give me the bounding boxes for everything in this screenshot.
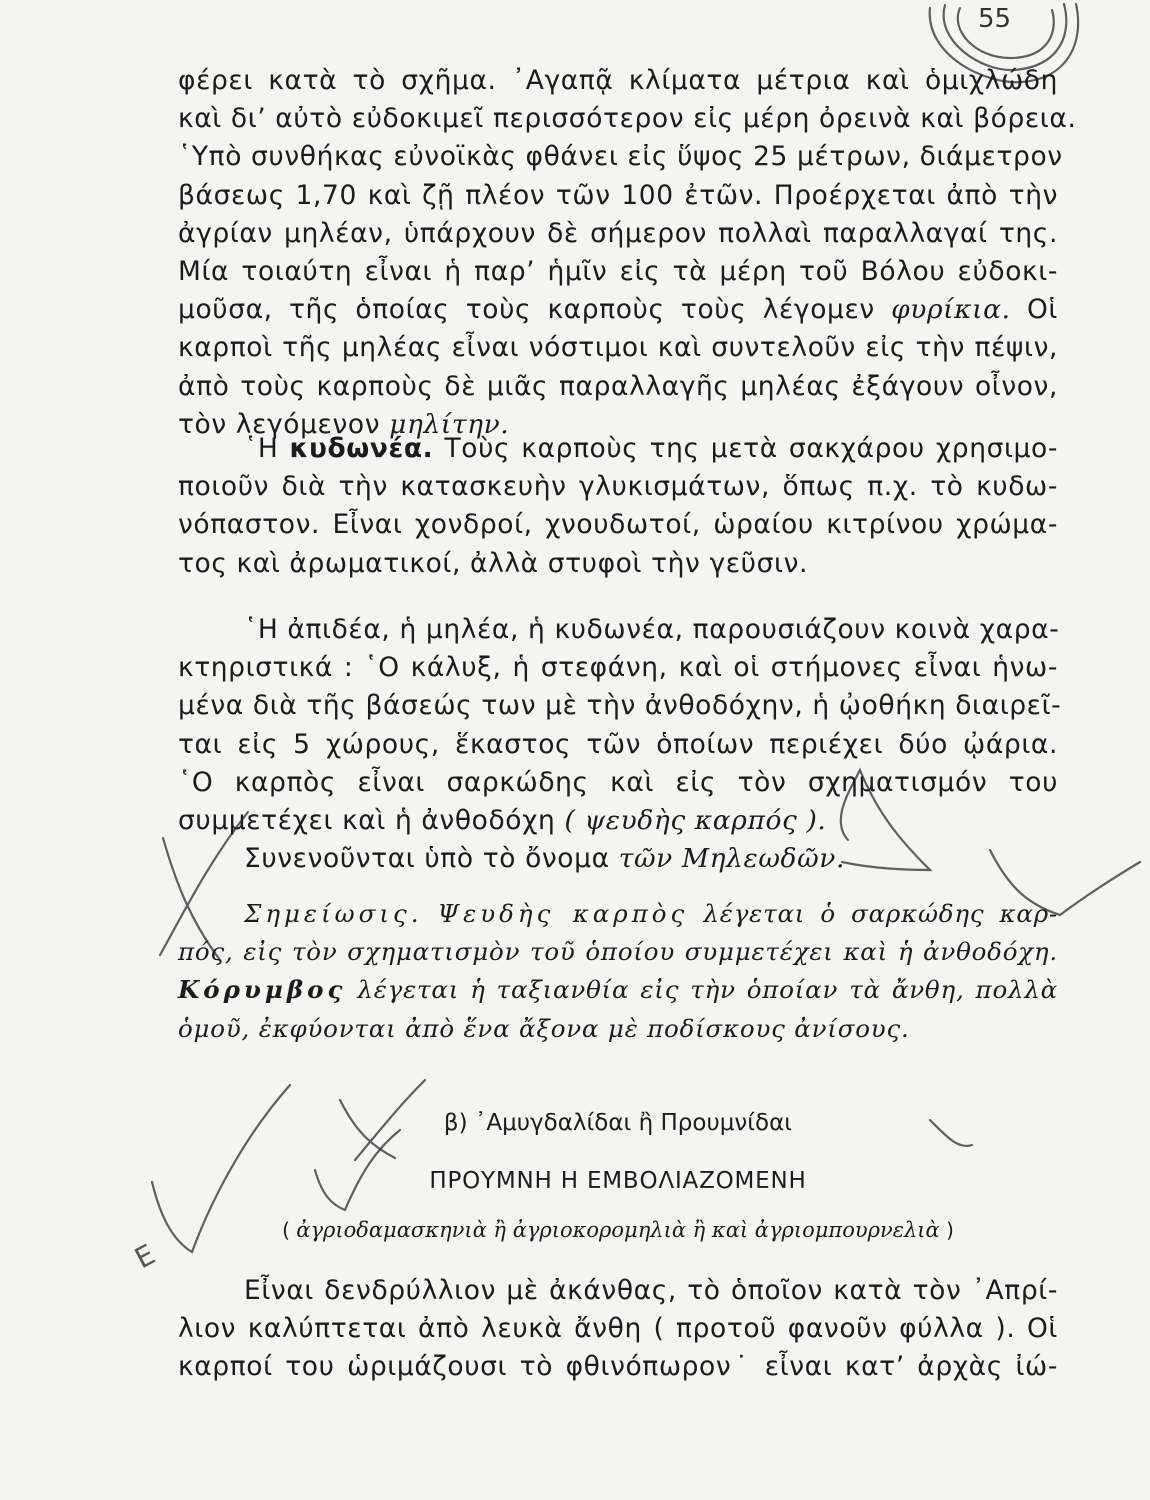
margin-mark: Ε — [129, 1237, 161, 1276]
section-common-names — [178, 1218, 1058, 1242]
note-block — [178, 895, 1058, 1048]
bold-term: κυδωνέα. — [289, 433, 434, 464]
text-line: ται εἰς 5 χώρους, ἕκαστος τῶν ὁποίων περιέχει δύο ᾠάρια. — [178, 728, 1058, 760]
spaced-term: Ψευδὴς καρπὸς — [437, 899, 689, 928]
paren-close: ) — [946, 1218, 954, 1242]
spaced-term: Κόρυμβος — [178, 975, 347, 1005]
common-names-text: ἀγριοδαμασκηνιὰ ἢ ἀγριοκορομηλιὰ ἢ καὶ ἀγριομπουρνελιὰ — [296, 1218, 940, 1242]
text-line: μένα διὰ τῆς βάσεώς των μὲ τὴν ἀνθοδόχην, ἡ ᾠοθήκη διαιρεῖ- — [178, 690, 1062, 722]
text-line: πός, εἰς τὸν σχηματισμὸν τοῦ ὁποίου συμμετέχει καὶ ἡ ἀνθοδόχη. — [178, 937, 1058, 967]
text-line: νόπαστον. Εἶναι χονδροί, χνουδωτοί, ὡραίου κιτρίνου χρώμα- — [178, 509, 1058, 541]
text-line — [178, 840, 1058, 878]
spaced-term: Σημείωσις. — [244, 899, 423, 928]
text-run: τὸν λεγόμενον — [178, 408, 381, 440]
text-run: λέγεται ὁ σαρκώδης καρ- — [703, 899, 1058, 928]
text-line: ῾Υπὸ συνθήκας εὐνοϊκὰς φθάνει εἰς ὕψος 25 μέτρων, διάμετρον — [178, 141, 1063, 173]
text-line: κτηριστικά : ῾Ο κάλυξ, ἡ στεφάνη, καὶ οἱ στήμονες εἶναι ἡνω- — [178, 652, 1058, 684]
text-line — [178, 291, 1058, 329]
text-run: ῾Η — [244, 433, 279, 464]
text-line: Εἶναι δενδρύλλιον μὲ ἀκάνθας, τὸ ὁποῖον κατὰ τὸν ᾿Απρί- — [244, 1275, 1058, 1306]
text-line: ἀπὸ τοὺς καρποὺς δὲ μιᾶς παραλλαγῆς μηλέας ἐξάγουν οἶνον, — [178, 370, 1058, 402]
text-line: ὁμοῦ, ἐκφύονται ἀπὸ ἕνα ἄξονα μὲ ποδίσκους ἀνίσους. — [178, 1013, 910, 1043]
paragraph-quince — [178, 430, 1058, 583]
section-title: ΠΡΟΥΜΝΗ Η ΕΜΒΟΛΙΑΖΟΜΕΝΗ — [429, 1168, 807, 1194]
italic-term: τῶν Μηλεωδῶν. — [618, 843, 846, 875]
text-run: Οἱ — [1026, 294, 1058, 326]
italic-term: ( ψευδὴς καρπός ). — [564, 805, 827, 837]
text-line: ῾Η ἀπιδέα, ἡ μηλέα, ἡ κυδωνέα, παρουσιάζουν κοινὰ χαρα- — [244, 614, 1060, 645]
text-line: καὶ δι’ αὐτὸ εὐδοκιμεῖ περισσότερον εἰς μέρη ὀρεινὰ καὶ βόρεια. — [178, 103, 1077, 135]
paragraph-common-traits — [178, 611, 1062, 878]
text-run: μοῦσα, τῆς ὁποίας τοὺς καρποὺς τοὺς λέγομεν — [178, 294, 875, 326]
text-line: καρποί του ὡριμάζουσι τὸ φθινόπωρον˙ εἶναι κατ’ ἀρχὰς ἰώ- — [178, 1351, 1058, 1383]
text-line — [178, 430, 1058, 468]
italic-term: μηλίτην. — [389, 408, 510, 440]
text-line: ἀγρίαν μηλέαν, ὑπάρχουν δὲ σήμερον πολλαὶ παραλλαγαί της. — [178, 217, 1058, 249]
text-run: συμμετέχει καὶ ἡ ἀνθοδόχη — [178, 805, 556, 837]
text-run: Συνενοῦνται ὑπὸ τὸ ὄνομα — [244, 843, 610, 875]
text-line: καρποὶ τῆς μηλέας εἶναι νόστιμοι καὶ συντελοῦν εἰς τὴν πέψιν, — [178, 332, 1058, 364]
text-line: Μία τοιαύτη εἶναι ἡ παρ’ ἡμῖν εἰς τὰ μέρη τοῦ Βόλου εὐδοκι- — [178, 256, 1058, 288]
section-subtitle: β) ᾿Αμυγδαλίδαι ἢ Προυμνίδαι — [443, 1110, 793, 1136]
text-line: ῾Ο καρπὸς εἶναι σαρκώδης καὶ εἰς τὸν σχηματισμόν του — [178, 766, 1058, 798]
paragraph-prune — [178, 1272, 1058, 1387]
page-number: 55 — [978, 4, 1012, 34]
paren-open: ( — [282, 1218, 290, 1242]
text-line: φέρει κατὰ τὸ σχῆμα. ᾿Αγαπᾷ κλίματα μέτρια καὶ ὁμιχλώδη — [178, 65, 1058, 96]
text-line: τος καὶ ἀρωματικοί, ἀλλὰ στυφοὶ τὴν γεῦσιν. — [178, 547, 808, 579]
text-line: ποιοῦν διὰ τὴν κατασκευὴν γλυκισμάτων, ὅπως π.χ. τὸ κυδω- — [178, 471, 1058, 503]
text-line: βάσεως 1,70 καὶ ζῇ πλέον τῶν 100 ἐτῶν. Προέρχεται ἀπὸ τὴν — [178, 179, 1058, 211]
text-line: λιον καλύπτεται ἀπὸ λευκὰ ἄνθη ( προτοῦ φανοῦν φύλλα ). Οἱ — [178, 1313, 1058, 1345]
text-run: λέγεται ἡ ταξιανθία εἰς τὴν ὁποίαν τὰ ἄνθη, πολλὰ — [357, 975, 1058, 1005]
text-run: Τοὺς καρποὺς της μετὰ σακχάρου χρησιμο- — [444, 433, 1058, 464]
paragraph-apple — [178, 62, 1077, 444]
text-line — [178, 971, 1058, 1009]
italic-term: φυρίκια. — [891, 294, 1011, 326]
text-line — [178, 895, 1058, 933]
text-line — [178, 802, 1058, 840]
